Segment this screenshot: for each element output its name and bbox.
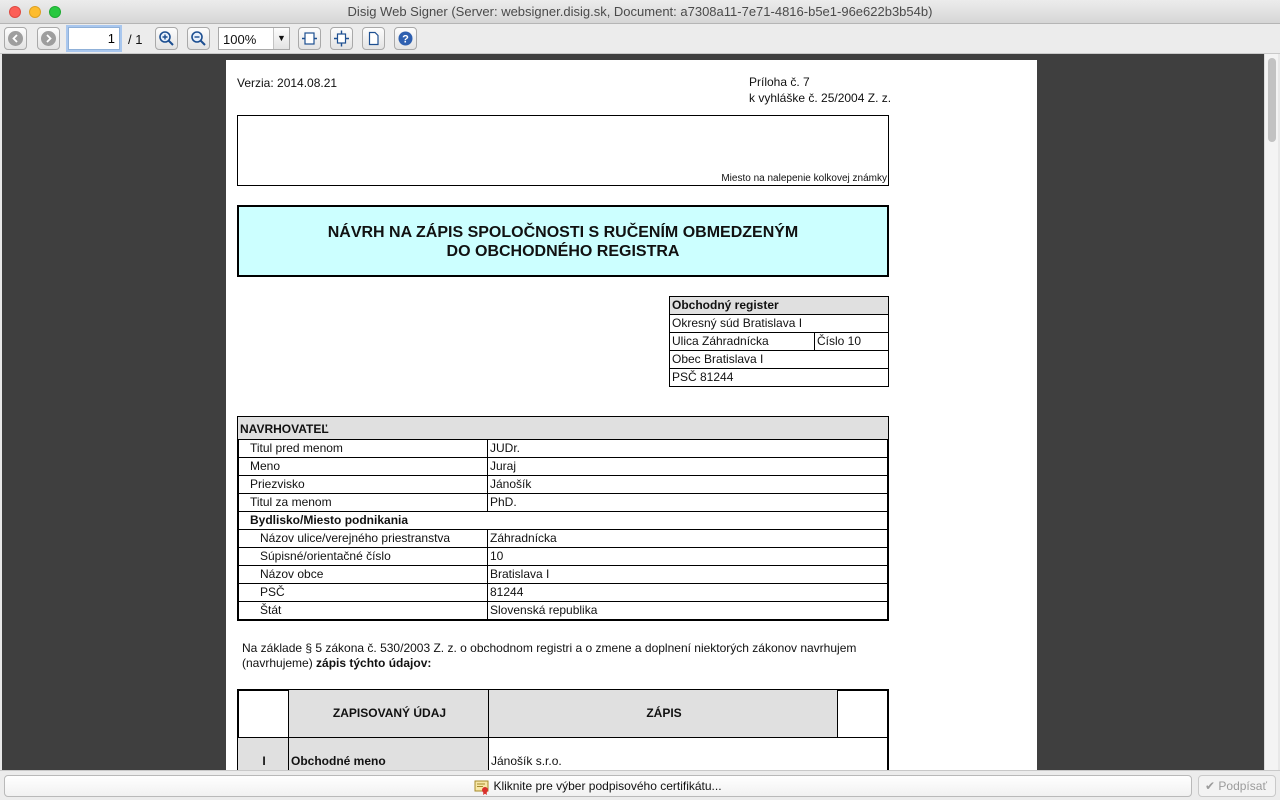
fit-width-button[interactable] <box>298 27 321 50</box>
fit-page-icon <box>333 30 350 47</box>
entries-row-value: Jánošík s.r.o. <box>488 737 889 770</box>
address-label: Názov obce <box>237 565 488 584</box>
zoom-select[interactable] <box>218 27 290 50</box>
applicant-label: Priezvisko <box>237 475 488 494</box>
window-title: Disig Web Signer (Server: websigner.disig.sk, Document: a7308a11-7e71-4816-b5e1-96e622b3b54b) <box>347 4 933 19</box>
title-line-2: DO OBCHODNÉHO REGISTRA <box>446 243 680 260</box>
help-icon <box>397 30 414 47</box>
applicant-value: Juraj <box>487 457 889 476</box>
legal-basis-bold: zápis týchto údajov: <box>316 656 432 670</box>
title-line-1: NÁVRH NA ZÁPIS SPOLOČNOSTI S RUČENÍM OBMEDZENÝM <box>327 224 799 241</box>
page-number-input[interactable] <box>68 27 120 50</box>
register-city: Obec Bratislava I <box>669 350 889 369</box>
address-value: 10 <box>487 547 889 566</box>
svg-text:?: ? <box>402 33 409 46</box>
chevron-down-icon[interactable]: ▼ <box>273 28 289 49</box>
address-label: Názov ulice/verejného priestranstva <box>237 529 488 548</box>
entries-corner-cell <box>237 689 289 738</box>
select-certificate-button[interactable] <box>4 775 1192 797</box>
legal-basis-prefix: (navrhujeme) <box>242 656 317 670</box>
zoom-out-button[interactable] <box>187 27 210 50</box>
select-certificate-label: Kliknite pre výber podpisového certifikátu... <box>493 779 722 793</box>
zoom-in-icon <box>158 30 175 47</box>
address-value: Slovenská republika <box>487 601 889 621</box>
previous-page-button[interactable] <box>4 27 27 50</box>
decree-label: k vyhláške č. 25/2004 Z. z. <box>749 91 892 105</box>
applicant-value: PhD. <box>487 493 889 512</box>
sign-label: Podpísať <box>1218 779 1267 793</box>
stamp-label: Miesto na nalepenie kolkovej známky <box>721 173 887 184</box>
entries-extra-cell <box>837 689 889 738</box>
applicant-value: Jánošík <box>487 475 889 494</box>
register-court: Okresný súd Bratislava I <box>669 314 889 333</box>
applicant-header: NAVRHOVATEĽ <box>237 416 889 440</box>
fit-width-icon <box>301 30 318 47</box>
document-viewer[interactable] <box>2 54 1264 770</box>
entries-row-label: Obchodné meno <box>288 737 489 770</box>
address-value: Záhradnícka <box>487 529 889 548</box>
close-window-button[interactable] <box>9 6 21 18</box>
applicant-label: Titul za menom <box>237 493 488 512</box>
zoom-in-button[interactable] <box>155 27 178 50</box>
applicant-value: JUDr. <box>487 439 889 458</box>
register-psc: PSČ 81244 <box>669 368 889 387</box>
legal-basis-line-1: Na základe § 5 zákona č. 530/2003 Z. z. o obchodnom registri a o zmene a doplnení niektorých zákonov navrhujem <box>242 641 857 655</box>
vertical-scrollbar[interactable] <box>1264 54 1278 770</box>
entries-col-item: ZAPISOVANÝ ÚDAJ <box>288 689 489 738</box>
zoom-out-icon <box>190 30 207 47</box>
address-label: Súpisné/orientačné číslo <box>237 547 488 566</box>
zoom-window-button[interactable] <box>49 6 61 18</box>
address-label: PSČ <box>237 583 488 602</box>
scrollbar-thumb[interactable] <box>1268 58 1276 142</box>
annex-label: Príloha č. 7 <box>749 75 810 89</box>
page-total-label: / 1 <box>128 32 143 47</box>
sign-button[interactable] <box>1198 775 1276 797</box>
address-value: Bratislava I <box>487 565 889 584</box>
register-street: Ulica Záhradnícka <box>669 332 815 351</box>
window-titlebar <box>0 0 1280 24</box>
next-page-button[interactable] <box>37 27 60 50</box>
help-button[interactable] <box>394 27 417 50</box>
bottom-bar <box>0 770 1280 800</box>
address-label: Štát <box>237 601 488 621</box>
page-icon <box>365 30 382 47</box>
arrow-left-icon <box>7 30 24 47</box>
address-header: Bydlisko/Miesto podnikania <box>237 511 889 530</box>
version-label: Verzia: 2014.08.21 <box>237 76 338 90</box>
address-value: 81244 <box>487 583 889 602</box>
checkmark-icon: ✔ <box>1205 779 1216 793</box>
toolbar <box>0 24 1280 54</box>
minimize-window-button[interactable] <box>29 6 41 18</box>
register-header: Obchodný register <box>669 296 889 315</box>
legal-basis-line-2 <box>242 656 431 670</box>
certificate-icon <box>474 779 490 795</box>
document-title <box>237 205 889 277</box>
stamp-box <box>237 115 889 186</box>
zoom-value: 100% <box>223 32 257 47</box>
document-page <box>226 60 1037 770</box>
entries-row-number: I <box>237 737 289 770</box>
entries-col-entry: ZÁPIS <box>488 689 838 738</box>
fit-page-button[interactable] <box>330 27 353 50</box>
actual-size-button[interactable] <box>362 27 385 50</box>
arrow-right-icon <box>40 30 57 47</box>
applicant-label: Titul pred menom <box>237 439 488 458</box>
register-number: Číslo 10 <box>814 332 889 351</box>
applicant-label: Meno <box>237 457 488 476</box>
